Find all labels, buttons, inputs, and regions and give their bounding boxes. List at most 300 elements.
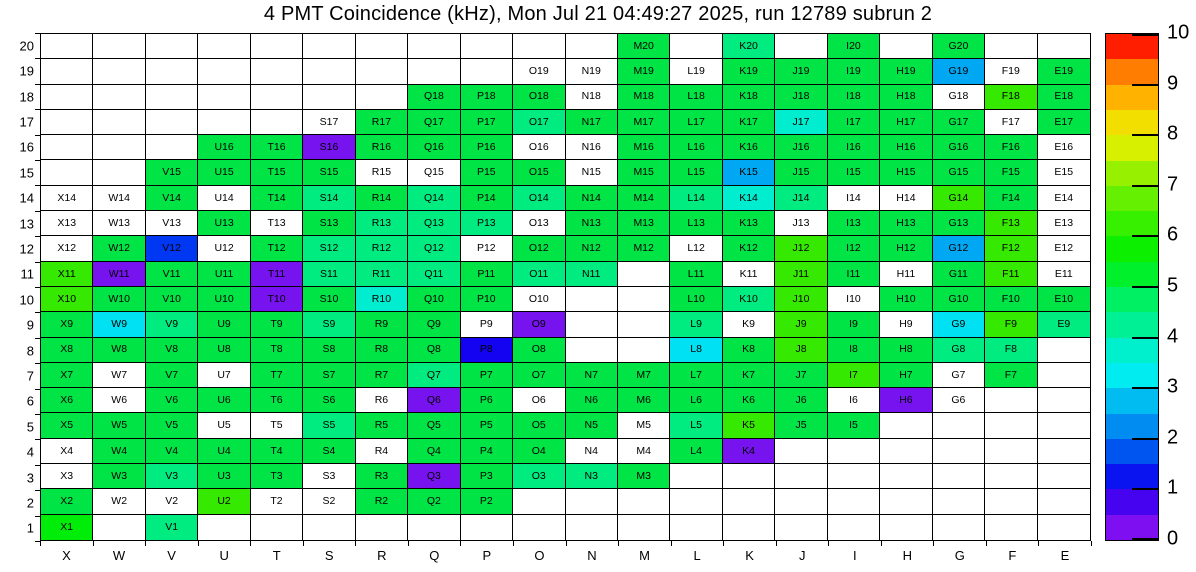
heatmap-cell-V10: V10 bbox=[146, 287, 198, 312]
x-axis-tick bbox=[671, 541, 672, 546]
heatmap-cell-W15 bbox=[93, 160, 145, 185]
heatmap-cell-N16: N16 bbox=[566, 135, 618, 160]
heatmap-cell-F11: F11 bbox=[985, 262, 1037, 287]
heatmap-cell-O16: O16 bbox=[513, 135, 565, 160]
heatmap-cell-R6: R6 bbox=[356, 388, 408, 413]
heatmap-cell-M17: M17 bbox=[618, 110, 670, 135]
heatmap-cell-U3: U3 bbox=[198, 464, 250, 489]
heatmap-cell-P13: P13 bbox=[461, 211, 513, 236]
heatmap-cell-F8: F8 bbox=[985, 338, 1037, 363]
x-axis-label-U: U bbox=[219, 548, 229, 563]
heatmap-cell-X2: X2 bbox=[41, 489, 93, 514]
heatmap-cell-X10: X10 bbox=[41, 287, 93, 312]
heatmap-cell-F2 bbox=[985, 489, 1037, 514]
heatmap-cell-P4: P4 bbox=[461, 439, 513, 464]
heatmap-cell-H19: H19 bbox=[880, 59, 932, 84]
heatmap-cell-K7: K7 bbox=[723, 363, 775, 388]
heatmap-cell-N13: N13 bbox=[566, 211, 618, 236]
colorbar-tick bbox=[1132, 337, 1158, 339]
heatmap-cell-P16: P16 bbox=[461, 135, 513, 160]
heatmap-cell-P7: P7 bbox=[461, 363, 513, 388]
heatmap-cell-M6: M6 bbox=[618, 388, 670, 413]
heatmap-cell-X4: X4 bbox=[41, 439, 93, 464]
colorbar-band bbox=[1106, 489, 1158, 515]
heatmap-cell-L20 bbox=[670, 34, 722, 59]
y-axis-label-17: 17 bbox=[19, 114, 34, 130]
heatmap-cell-K18: K18 bbox=[723, 85, 775, 110]
heatmap-cell-H8: H8 bbox=[880, 338, 932, 363]
heatmap-cell-X12: X12 bbox=[41, 236, 93, 261]
heatmap-cell-X14: X14 bbox=[41, 186, 93, 211]
heatmap-cell-P18: P18 bbox=[461, 85, 513, 110]
heatmap-cell-Q12: Q12 bbox=[408, 236, 460, 261]
heatmap-cell-S7: S7 bbox=[303, 363, 355, 388]
x-axis-label-W: W bbox=[112, 548, 126, 563]
x-axis-label-L: L bbox=[693, 548, 701, 563]
heatmap-cell-I6: I6 bbox=[828, 388, 880, 413]
colorbar-label-8: 8 bbox=[1167, 122, 1179, 145]
heatmap-cell-Q10: Q10 bbox=[408, 287, 460, 312]
heatmap-cell-H6: H6 bbox=[880, 388, 932, 413]
colorbar-tick bbox=[1132, 387, 1158, 389]
heatmap-cell-R20 bbox=[356, 34, 408, 59]
heatmap-cell-H13: H13 bbox=[880, 211, 932, 236]
heatmap-cell-T13: T13 bbox=[251, 211, 303, 236]
heatmap-cell-T3: T3 bbox=[251, 464, 303, 489]
heatmap-cell-E7 bbox=[1038, 363, 1090, 388]
y-axis-label-18: 18 bbox=[19, 89, 34, 104]
heatmap-cell-V14: V14 bbox=[146, 186, 198, 211]
heatmap-cell-Q6: Q6 bbox=[408, 388, 460, 413]
colorbar-label-3: 3 bbox=[1167, 375, 1179, 398]
heatmap-cell-L11: L11 bbox=[670, 262, 722, 287]
heatmap-cell-H3 bbox=[880, 464, 932, 489]
heatmap-cell-R5: R5 bbox=[356, 413, 408, 438]
heatmap-cell-R9: R9 bbox=[356, 312, 408, 337]
heatmap-cell-X6: X6 bbox=[41, 388, 93, 413]
heatmap-cell-J4 bbox=[775, 439, 827, 464]
heatmap-cell-L7: L7 bbox=[670, 363, 722, 388]
heatmap-cell-P8: P8 bbox=[461, 338, 513, 363]
heatmap-cell-H20 bbox=[880, 34, 932, 59]
heatmap-cell-L6: L6 bbox=[670, 388, 722, 413]
heatmap-cell-K15: K15 bbox=[723, 160, 775, 185]
heatmap-cell-L14: L14 bbox=[670, 186, 722, 211]
colorbar-label-4: 4 bbox=[1167, 325, 1179, 348]
heatmap-cell-S4: S4 bbox=[303, 439, 355, 464]
x-axis-label-K: K bbox=[745, 548, 754, 563]
colorbar-tick bbox=[1132, 438, 1158, 440]
heatmap-cell-U10: U10 bbox=[198, 287, 250, 312]
heatmap-cell-K14: K14 bbox=[723, 186, 775, 211]
heatmap-cell-X18 bbox=[41, 85, 93, 110]
heatmap-cell-T20 bbox=[251, 34, 303, 59]
heatmap-cell-V12: V12 bbox=[146, 236, 198, 261]
heatmap-cell-F5 bbox=[985, 413, 1037, 438]
heatmap-cell-P5: P5 bbox=[461, 413, 513, 438]
heatmap-cell-U7: U7 bbox=[198, 363, 250, 388]
colorbar-band bbox=[1106, 211, 1158, 237]
heatmap-cell-V15: V15 bbox=[146, 160, 198, 185]
heatmap-cell-H4 bbox=[880, 439, 932, 464]
heatmap-cell-H11: H11 bbox=[880, 262, 932, 287]
colorbar-tick bbox=[1132, 286, 1158, 288]
heatmap-cell-K12: K12 bbox=[723, 236, 775, 261]
heatmap-cell-L4: L4 bbox=[670, 439, 722, 464]
x-axis-label-H: H bbox=[902, 548, 912, 563]
heatmap-cell-P1 bbox=[461, 515, 513, 540]
heatmap-cell-F7: F7 bbox=[985, 363, 1037, 388]
heatmap-cell-G9: G9 bbox=[933, 312, 985, 337]
heatmap-cell-Q1 bbox=[408, 515, 460, 540]
heatmap-cell-X1: X1 bbox=[41, 515, 93, 540]
heatmap-cell-M11 bbox=[618, 262, 670, 287]
x-axis-label-G: G bbox=[954, 548, 965, 563]
x-axis-label-R: R bbox=[377, 548, 387, 563]
x-axis-label-X: X bbox=[62, 548, 71, 563]
heatmap-cell-K6: K6 bbox=[723, 388, 775, 413]
heatmap-cell-L17: L17 bbox=[670, 110, 722, 135]
heatmap-cell-Q18: Q18 bbox=[408, 85, 460, 110]
heatmap-cell-S19 bbox=[303, 59, 355, 84]
heatmap-cell-K16: K16 bbox=[723, 135, 775, 160]
x-axis-label-E: E bbox=[1060, 548, 1070, 563]
heatmap-cell-R2: R2 bbox=[356, 489, 408, 514]
heatmap-cell-K10: K10 bbox=[723, 287, 775, 312]
heatmap-cell-W14: W14 bbox=[93, 186, 145, 211]
heatmap-cell-O18: O18 bbox=[513, 85, 565, 110]
heatmap-cell-H17: H17 bbox=[880, 110, 932, 135]
heatmap-cell-E3 bbox=[1038, 464, 1090, 489]
heatmap-cell-F15: F15 bbox=[985, 160, 1037, 185]
x-axis-tick bbox=[618, 541, 619, 546]
heatmap-cell-K5: K5 bbox=[723, 413, 775, 438]
heatmap-cell-X11: X11 bbox=[41, 262, 93, 287]
heatmap-cell-H9: H9 bbox=[880, 312, 932, 337]
heatmap-cell-G14: G14 bbox=[933, 186, 985, 211]
heatmap-cell-G20: G20 bbox=[933, 34, 985, 59]
colorbar-tick bbox=[1132, 34, 1158, 36]
x-axis-label-N: N bbox=[587, 548, 597, 563]
heatmap-cell-U11: U11 bbox=[198, 262, 250, 287]
heatmap-cell-I1 bbox=[828, 515, 880, 540]
heatmap-cell-G1 bbox=[933, 515, 985, 540]
heatmap-cell-T19 bbox=[251, 59, 303, 84]
heatmap-cell-N3: N3 bbox=[566, 464, 618, 489]
heatmap-cell-I14: I14 bbox=[828, 186, 880, 211]
heatmap-cell-U4: U4 bbox=[198, 439, 250, 464]
x-axis-label-O: O bbox=[534, 548, 545, 563]
heatmap-cell-R14: R14 bbox=[356, 186, 408, 211]
colorbar-band bbox=[1106, 160, 1158, 186]
heatmap-cell-V2: V2 bbox=[146, 489, 198, 514]
heatmap-cell-J3 bbox=[775, 464, 827, 489]
heatmap-cell-P19 bbox=[461, 59, 513, 84]
heatmap-cell-I9: I9 bbox=[828, 312, 880, 337]
x-axis-tick bbox=[40, 541, 41, 546]
x-axis-tick bbox=[460, 541, 461, 546]
y-axis-label-9: 9 bbox=[26, 317, 34, 333]
heatmap-cell-R19 bbox=[356, 59, 408, 84]
heatmap-cell-N17: N17 bbox=[566, 110, 618, 135]
heatmap-cell-S11: S11 bbox=[303, 262, 355, 287]
heatmap-cell-E8 bbox=[1038, 338, 1090, 363]
colorbar-band bbox=[1106, 185, 1158, 211]
heatmap-cell-K4: K4 bbox=[723, 439, 775, 464]
heatmap-cell-S8: S8 bbox=[303, 338, 355, 363]
heatmap-cell-G8: G8 bbox=[933, 338, 985, 363]
heatmap-cell-P10: P10 bbox=[461, 287, 513, 312]
heatmap-cell-L3 bbox=[670, 464, 722, 489]
heatmap-cell-Q8: Q8 bbox=[408, 338, 460, 363]
heatmap-cell-N10 bbox=[566, 287, 618, 312]
heatmap-cell-N19: N19 bbox=[566, 59, 618, 84]
heatmap-cell-G5 bbox=[933, 413, 985, 438]
colorbar-label-7: 7 bbox=[1167, 173, 1179, 196]
heatmap-cell-V9: V9 bbox=[146, 312, 198, 337]
heatmap-cell-H1 bbox=[880, 515, 932, 540]
heatmap-cell-N1 bbox=[566, 515, 618, 540]
heatmap-cell-O9: O9 bbox=[513, 312, 565, 337]
heatmap-cell-P20 bbox=[461, 34, 513, 59]
y-axis-label-5: 5 bbox=[26, 419, 34, 435]
heatmap-cell-R12: R12 bbox=[356, 236, 408, 261]
heatmap-cell-F17: F17 bbox=[985, 110, 1037, 135]
heatmap-cell-R7: R7 bbox=[356, 363, 408, 388]
heatmap-cell-S9: S9 bbox=[303, 312, 355, 337]
heatmap-cell-O12: O12 bbox=[513, 236, 565, 261]
heatmap-cell-L16: L16 bbox=[670, 135, 722, 160]
heatmap-cell-P14: P14 bbox=[461, 186, 513, 211]
heatmap-cell-F14: F14 bbox=[985, 186, 1037, 211]
x-axis-tick bbox=[198, 541, 199, 546]
heatmap-cell-H16: H16 bbox=[880, 135, 932, 160]
heatmap-cell-E11: E11 bbox=[1038, 262, 1090, 287]
heatmap-cell-X13: X13 bbox=[41, 211, 93, 236]
colorbar-label-6: 6 bbox=[1167, 223, 1179, 246]
heatmap-cell-R17: R17 bbox=[356, 110, 408, 135]
heatmap-cell-G7: G7 bbox=[933, 363, 985, 388]
x-axis-label-J: J bbox=[798, 548, 806, 563]
heatmap-cell-V4: V4 bbox=[146, 439, 198, 464]
colorbar-band bbox=[1106, 236, 1158, 262]
heatmap-cell-K8: K8 bbox=[723, 338, 775, 363]
heatmap-cell-Q11: Q11 bbox=[408, 262, 460, 287]
colorbar-tick bbox=[1132, 134, 1158, 136]
y-axis-label-6: 6 bbox=[26, 393, 34, 409]
heatmap-cell-P11: P11 bbox=[461, 262, 513, 287]
heatmap-cell-J6: J6 bbox=[775, 388, 827, 413]
heatmap-cell-F10: F10 bbox=[985, 287, 1037, 312]
colorbar-label-1: 1 bbox=[1167, 476, 1179, 499]
heatmap-cell-S14: S14 bbox=[303, 186, 355, 211]
heatmap-cell-F1 bbox=[985, 515, 1037, 540]
heatmap-cell-J15: J15 bbox=[775, 160, 827, 185]
heatmap-cell-Q16: Q16 bbox=[408, 135, 460, 160]
heatmap-cell-M2 bbox=[618, 489, 670, 514]
colorbar-band bbox=[1106, 413, 1158, 439]
heatmap-cell-O11: O11 bbox=[513, 262, 565, 287]
colorbar-label-9: 9 bbox=[1167, 72, 1179, 95]
heatmap-cell-K2 bbox=[723, 489, 775, 514]
heatmap-cell-K1 bbox=[723, 515, 775, 540]
heatmap-cell-N12: N12 bbox=[566, 236, 618, 261]
heatmap-cell-T7: T7 bbox=[251, 363, 303, 388]
heatmap-cell-R3: R3 bbox=[356, 464, 408, 489]
heatmap-cell-S15: S15 bbox=[303, 160, 355, 185]
y-axis-label-20: 20 bbox=[19, 38, 34, 54]
heatmap-cell-V7: V7 bbox=[146, 363, 198, 388]
heatmap-cell-I17: I17 bbox=[828, 110, 880, 135]
heatmap-cell-F13: F13 bbox=[985, 211, 1037, 236]
heatmap-cell-P6: P6 bbox=[461, 388, 513, 413]
heatmap-cell-S12: S12 bbox=[303, 236, 355, 261]
y-axis-label-13: 13 bbox=[19, 216, 34, 231]
heatmap-cell-W3: W3 bbox=[93, 464, 145, 489]
colorbar-band bbox=[1106, 337, 1158, 363]
heatmap-cell-R4: R4 bbox=[356, 439, 408, 464]
x-axis-label-M: M bbox=[639, 548, 650, 563]
heatmap-cell-E16: E16 bbox=[1038, 135, 1090, 160]
heatmap-cell-N4: N4 bbox=[566, 439, 618, 464]
y-axis-label-19: 19 bbox=[19, 63, 34, 79]
heatmap-cell-F6 bbox=[985, 388, 1037, 413]
heatmap-cell-G6: G6 bbox=[933, 388, 985, 413]
heatmap-cell-M8 bbox=[618, 338, 670, 363]
heatmap-cell-R15: R15 bbox=[356, 160, 408, 185]
heatmap-cell-O6: O6 bbox=[513, 388, 565, 413]
heatmap-cell-W20 bbox=[93, 34, 145, 59]
heatmap-cell-N20 bbox=[566, 34, 618, 59]
y-axis-label-10: 10 bbox=[19, 292, 34, 308]
colorbar-band bbox=[1106, 34, 1158, 60]
heatmap-cell-U20 bbox=[198, 34, 250, 59]
heatmap-cell-L2 bbox=[670, 489, 722, 514]
colorbar-band bbox=[1106, 261, 1158, 287]
heatmap-cell-F4 bbox=[985, 439, 1037, 464]
heatmap-cell-N5: N5 bbox=[566, 413, 618, 438]
heatmap-cell-H2 bbox=[880, 489, 932, 514]
heatmap-cell-Q14: Q14 bbox=[408, 186, 460, 211]
heatmap-cell-M4: M4 bbox=[618, 439, 670, 464]
y-axis-label-11: 11 bbox=[20, 266, 34, 282]
y-axis-label-8: 8 bbox=[26, 343, 34, 358]
heatmap-cell-O1 bbox=[513, 515, 565, 540]
heatmap-cell-W11: W11 bbox=[93, 262, 145, 287]
heatmap-cell-I12: I12 bbox=[828, 236, 880, 261]
heatmap-cell-M5: M5 bbox=[618, 413, 670, 438]
heatmap-cell-T14: T14 bbox=[251, 186, 303, 211]
heatmap-cell-S10: S10 bbox=[303, 287, 355, 312]
heatmap-cell-O14: O14 bbox=[513, 186, 565, 211]
colorbar-band bbox=[1106, 59, 1158, 85]
x-axis-tick bbox=[566, 541, 567, 546]
x-axis-tick bbox=[986, 541, 987, 546]
colorbar-tick bbox=[1132, 538, 1158, 540]
heatmap-cell-Q13: Q13 bbox=[408, 211, 460, 236]
heatmap-cell-U14: U14 bbox=[198, 186, 250, 211]
heatmap-cell-S1 bbox=[303, 515, 355, 540]
heatmap-cell-P12: P12 bbox=[461, 236, 513, 261]
heatmap-cell-F9: F9 bbox=[985, 312, 1037, 337]
heatmap-cell-T8: T8 bbox=[251, 338, 303, 363]
heatmap-cell-H15: H15 bbox=[880, 160, 932, 185]
heatmap-cell-F18: F18 bbox=[985, 85, 1037, 110]
y-axis-label-3: 3 bbox=[26, 470, 34, 485]
heatmap-cell-J12: J12 bbox=[775, 236, 827, 261]
heatmap-cell-U19 bbox=[198, 59, 250, 84]
heatmap-cell-G18: G18 bbox=[933, 85, 985, 110]
heatmap-cell-U5: U5 bbox=[198, 413, 250, 438]
heatmap-cell-R13: R13 bbox=[356, 211, 408, 236]
x-axis-tick bbox=[303, 541, 304, 546]
heatmap-cell-J19: J19 bbox=[775, 59, 827, 84]
x-axis-tick bbox=[355, 541, 356, 546]
heatmap-cell-E20 bbox=[1038, 34, 1090, 59]
heatmap-cell-G13: G13 bbox=[933, 211, 985, 236]
heatmap-cell-T17 bbox=[251, 110, 303, 135]
heatmap-cell-X19 bbox=[41, 59, 93, 84]
heatmap-cell-W1 bbox=[93, 515, 145, 540]
plot-title: 4 PMT Coincidence (kHz), Mon Jul 21 04:49:27 2025, run 12789 subrun 2 bbox=[263, 3, 933, 25]
heatmap-cell-W8: W8 bbox=[93, 338, 145, 363]
heatmap-cell-T4: T4 bbox=[251, 439, 303, 464]
heatmap-cell-X7: X7 bbox=[41, 363, 93, 388]
heatmap-cell-J16: J16 bbox=[775, 135, 827, 160]
heatmap-cell-V13: V13 bbox=[146, 211, 198, 236]
heatmap-cell-U16: U16 bbox=[198, 135, 250, 160]
heatmap-cell-X8: X8 bbox=[41, 338, 93, 363]
heatmap-cell-M12: M12 bbox=[618, 236, 670, 261]
heatmap-cell-W17 bbox=[93, 110, 145, 135]
heatmap-cell-E10: E10 bbox=[1038, 287, 1090, 312]
x-axis-label-I: I bbox=[852, 548, 857, 563]
colorbar-band bbox=[1106, 135, 1158, 161]
heatmap-cell-R10: R10 bbox=[356, 287, 408, 312]
heatmap-grid bbox=[40, 33, 1091, 541]
colorbar-band bbox=[1106, 84, 1158, 110]
heatmap-cell-Q19 bbox=[408, 59, 460, 84]
colorbar-band bbox=[1106, 287, 1158, 313]
x-axis-tick bbox=[93, 541, 94, 546]
heatmap-cell-M7: M7 bbox=[618, 363, 670, 388]
colorbar-band bbox=[1106, 388, 1158, 414]
heatmap-cell-I11: I11 bbox=[828, 262, 880, 287]
heatmap-cell-I4 bbox=[828, 439, 880, 464]
heatmap-cell-T6: T6 bbox=[251, 388, 303, 413]
heatmap-cell-O13: O13 bbox=[513, 211, 565, 236]
heatmap-cell-M18: M18 bbox=[618, 85, 670, 110]
heatmap-cell-T12: T12 bbox=[251, 236, 303, 261]
colorbar-tick bbox=[1132, 84, 1158, 86]
heatmap-cell-V19 bbox=[146, 59, 198, 84]
heatmap-cell-V1: V1 bbox=[146, 515, 198, 540]
heatmap-cell-L8: L8 bbox=[670, 338, 722, 363]
heatmap-cell-S3: S3 bbox=[303, 464, 355, 489]
heatmap-cell-J8: J8 bbox=[775, 338, 827, 363]
heatmap-cell-T9: T9 bbox=[251, 312, 303, 337]
heatmap-cell-M15: M15 bbox=[618, 160, 670, 185]
heatmap-cell-J20 bbox=[775, 34, 827, 59]
heatmap-cell-J18: J18 bbox=[775, 85, 827, 110]
heatmap-cell-S18 bbox=[303, 85, 355, 110]
heatmap-cell-Q2: Q2 bbox=[408, 489, 460, 514]
x-axis-tick bbox=[723, 541, 724, 546]
heatmap-cell-O19: O19 bbox=[513, 59, 565, 84]
heatmap-cell-I19: I19 bbox=[828, 59, 880, 84]
y-axis-label-7: 7 bbox=[26, 368, 34, 384]
heatmap-cell-O4: O4 bbox=[513, 439, 565, 464]
